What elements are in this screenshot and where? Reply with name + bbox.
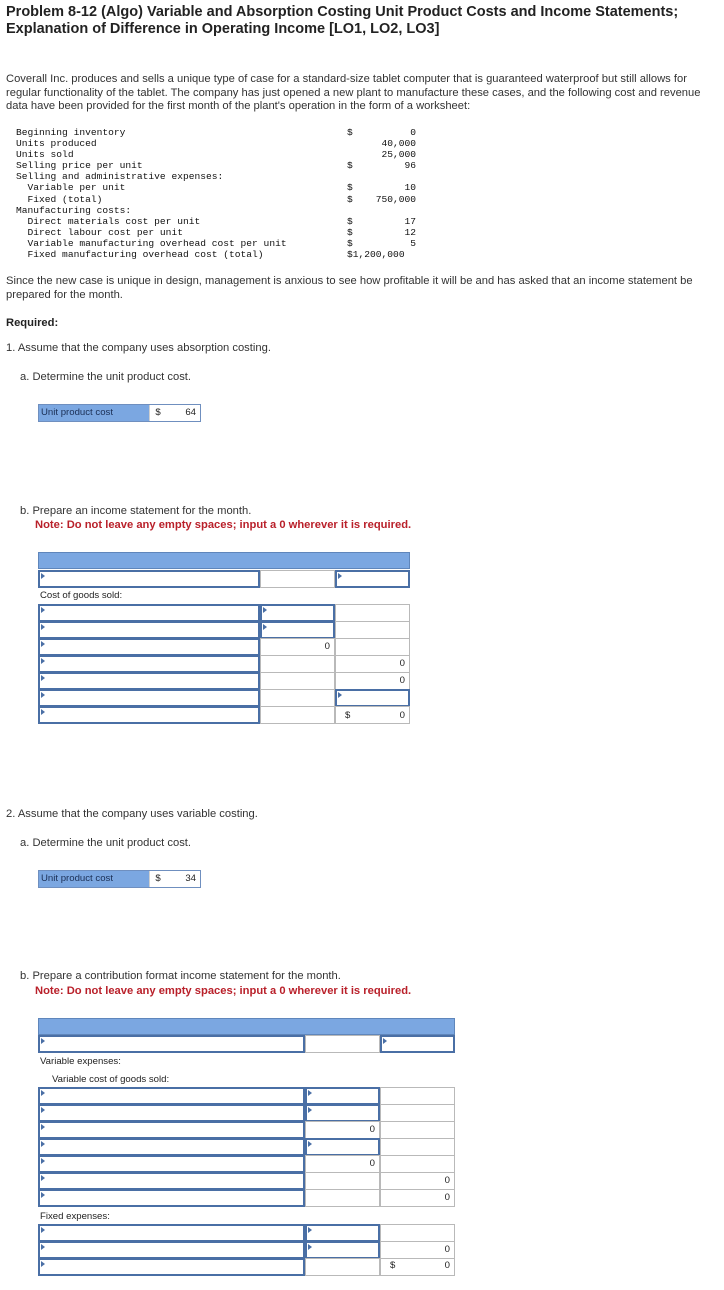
amount-input[interactable] [380,1035,455,1053]
amount-input[interactable] [335,689,410,707]
worksheet-value: 10 [404,182,416,194]
line-item-select[interactable] [38,570,260,588]
line-item-select[interactable] [38,1258,305,1276]
worksheet-label: Beginning inventory [16,127,126,138]
worksheet-row [16,216,416,227]
table-header [38,1018,455,1035]
total-value: 0 [335,672,410,690]
since-paragraph: Since the new case is unique in design, management is anxious to see how profitable it will be and has asked that an income statement be prepared for the month. [6,275,693,301]
worksheet-label: Fixed (total) [16,193,103,205]
amount-input[interactable] [305,1104,380,1122]
table-header [38,552,410,569]
line-item-select[interactable] [38,621,260,639]
worksheet-value: 12 [404,226,416,238]
line-item-select[interactable] [38,1104,305,1122]
line-item-select[interactable] [38,1172,305,1190]
variable-cogs-label: Variable cost of goods sold: [52,1074,170,1085]
question-2: 2. Assume that the company uses variable costing. [6,808,258,820]
amount-input[interactable] [305,1224,380,1242]
fixed-expenses-label: Fixed expenses: [40,1211,110,1222]
subtotal-value: 0 [305,1121,380,1139]
line-item-select[interactable] [38,1155,305,1173]
amount-input[interactable] [260,604,335,622]
total-value: 0 [380,1189,455,1207]
question-2b: b. Prepare a contribution format income statement for the month. [20,970,341,982]
worksheet-row [16,205,416,216]
line-item-select[interactable] [38,1241,305,1259]
worksheet-row [16,160,416,171]
worksheet-label: Direct labour cost per unit [16,226,183,238]
intro-paragraph: Coverall Inc. produces and sells a unique type of case for a standard-size tablet computer that is guaranteed waterproof but still allows for regular functionality of the tablet. The company has just opened a new plant to manufacture these cases, and the following cost and revenue data have been provided for the first month of the plant's operation in the form of a worksheet: [6,73,701,112]
worksheet-value: 0 [410,127,416,138]
amount-cell [335,621,410,639]
amount-cell [380,1138,455,1156]
worksheet-row [16,238,416,249]
amount-input[interactable] [305,1087,380,1105]
worksheet-currency: $1,200,000 [347,249,405,261]
variable-expenses-label: Variable expenses: [40,1056,121,1067]
page-title: Problem 8-12 (Algo) Variable and Absorption Costing Unit Product Costs and Income Statements; Explanation of Difference in Operating Income [LO1, LO2, LO3] [6,4,679,37]
amount-cell [260,672,335,690]
worksheet-row [16,138,416,149]
amount-cell [335,638,410,656]
worksheet-value: 5 [410,237,416,249]
currency-symbol: $ [345,710,351,721]
operating-income-value: 0 [399,710,405,721]
worksheet-row [16,149,416,160]
line-item-select[interactable] [38,689,260,707]
amount-cell [305,1172,380,1190]
amount-input[interactable] [335,570,410,588]
line-item-select[interactable] [38,604,260,622]
worksheet-currency: $ [347,226,353,238]
amount-cell [305,1258,380,1276]
unit-product-cost-variable [38,870,201,888]
line-item-select[interactable] [38,1224,305,1242]
currency-symbol: $ [390,1260,396,1271]
contribution-income-statement [38,1018,455,1280]
worksheet [16,127,416,260]
worksheet-label: Units produced [16,138,97,150]
worksheet-row [16,182,416,193]
total-value: 0 [380,1172,455,1190]
operating-income-cell [380,1258,455,1276]
worksheet-row [16,194,416,205]
amount-cell [380,1224,455,1242]
worksheet-currency: $ [347,182,353,194]
line-item-select[interactable] [38,655,260,673]
unit-product-cost-input[interactable]: 64 [185,407,196,418]
amount-cell [380,1155,455,1173]
amount-input[interactable] [305,1138,380,1156]
absorption-income-statement [38,552,410,726]
line-item-select[interactable] [38,1087,305,1105]
amount-cell [305,1035,380,1053]
subtotal-value: 0 [260,638,335,656]
note-1: Note: Do not leave any empty spaces; input a 0 wherever it is required. [35,519,412,531]
worksheet-value: 96 [404,160,416,172]
worksheet-value: 40,000 [381,138,416,150]
question-1: 1. Assume that the company uses absorption costing. [6,342,271,354]
amount-cell [335,604,410,622]
amount-cell [260,655,335,673]
worksheet-label: Variable manufacturing overhead cost per unit [16,237,287,249]
worksheet-row [16,127,416,138]
line-item-select[interactable] [38,638,260,656]
worksheet-row [16,171,416,182]
unit-product-cost-input[interactable]: 34 [185,873,196,884]
line-item-select[interactable] [38,672,260,690]
amount-cell [260,706,335,724]
line-item-select[interactable] [38,1121,305,1139]
unit-product-cost-absorption [38,404,201,422]
operating-income-cell [335,706,410,724]
amount-cell [305,1189,380,1207]
worksheet-value: 17 [404,215,416,227]
amount-cell[interactable] [260,570,335,588]
question-2a: a. Determine the unit product cost. [20,837,192,849]
question-1a: a. Determine the unit product cost. [20,371,192,383]
worksheet-currency: $ [347,193,353,205]
subtotal-value: 0 [305,1155,380,1173]
worksheet-label: Units sold [16,149,74,161]
amount-cell [380,1121,455,1139]
line-item-select[interactable] [38,1189,305,1207]
worksheet-label: Manufacturing costs: [16,204,132,216]
line-item-select[interactable] [38,706,260,724]
currency-symbol: $ [149,405,166,421]
worksheet-row [16,249,416,260]
worksheet-label: Selling and administrative expenses: [16,171,224,183]
worksheet-value: 25,000 [381,149,416,161]
unit-product-cost-label: Unit product cost [39,871,149,887]
amount-input[interactable] [260,621,335,639]
required-heading: Required: [6,317,59,329]
total-value: 0 [380,1241,455,1259]
note-2: Note: Do not leave any empty spaces; input a 0 wherever it is required. [35,985,412,997]
worksheet-row [16,227,416,238]
worksheet-label: Variable per unit [16,182,126,194]
worksheet-currency: $ [347,237,353,249]
line-item-select[interactable] [38,1138,305,1156]
worksheet-label: Direct materials cost per unit [16,215,201,227]
worksheet-label: Fixed manufacturing overhead cost (total) [16,249,264,261]
cogs-label: Cost of goods sold: [40,590,123,601]
worksheet-value: 750,000 [375,193,416,205]
question-1b: b. Prepare an income statement for the month. [20,505,252,517]
worksheet-currency: $ [347,160,353,172]
unit-product-cost-label: Unit product cost [39,405,149,421]
line-item-select[interactable] [38,1035,305,1053]
worksheet-label: Selling price per unit [16,160,143,172]
amount-input[interactable] [305,1241,380,1259]
operating-income-value: 0 [444,1260,450,1271]
amount-cell [260,689,335,707]
amount-cell [380,1104,455,1122]
total-value: 0 [335,655,410,673]
amount-cell [380,1087,455,1105]
currency-symbol: $ [149,871,166,887]
worksheet-currency: $ [347,215,353,227]
worksheet-currency: $ [347,127,353,138]
